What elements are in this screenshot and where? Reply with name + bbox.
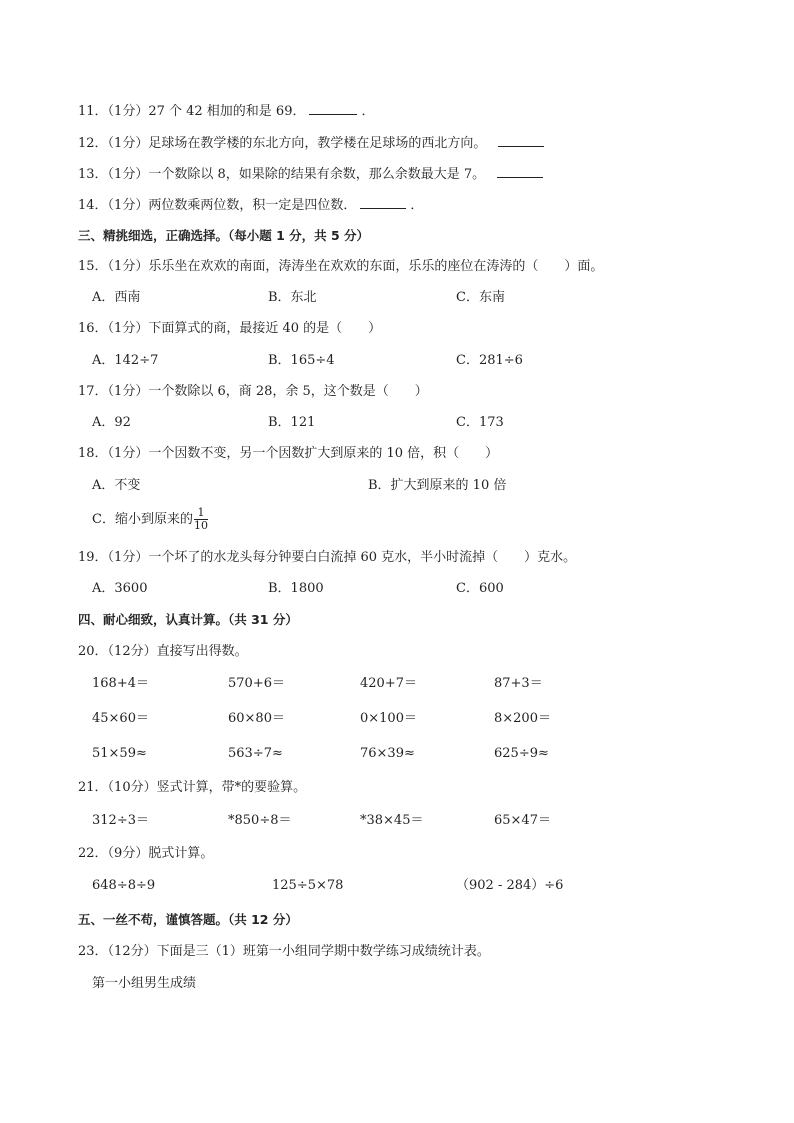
question-13 bbox=[78, 165, 547, 184]
calc-item: *850÷8＝ bbox=[228, 813, 292, 828]
fraction-denominator: 10 bbox=[193, 519, 208, 532]
option-b[interactable]: B．扩大到原来的 10 倍 bbox=[368, 478, 507, 493]
option-b[interactable]: B．1800 bbox=[268, 581, 324, 596]
section-5-title: 五、一丝不苟，谨慎答题。（共 12 分） bbox=[78, 912, 298, 927]
question-16-stem: 16．（1分）下面算式的商，最接近 40 的是（ ） bbox=[78, 321, 382, 336]
option-a[interactable]: A．西南 bbox=[92, 290, 141, 305]
question-13-text: 13．（1分）一个数除以 8，如果除的结果有余数，那么余数最大是 7。 bbox=[78, 167, 486, 182]
question-11-tail: ． bbox=[361, 104, 375, 119]
option-b[interactable]: B．165÷4 bbox=[268, 353, 335, 368]
fraction-numerator: 1 bbox=[194, 507, 208, 520]
table-caption: 第一小组男生成绩 bbox=[92, 976, 197, 991]
calc-item: 8×200＝ bbox=[494, 711, 551, 726]
calc-item: 563÷7≈ bbox=[228, 746, 283, 761]
calc-item: 420+7＝ bbox=[360, 676, 417, 691]
calc-item: 76×39≈ bbox=[360, 746, 415, 761]
question-18-stem: 18．（1分）一个因数不变，另一个因数扩大到原来的 10 倍，积（ ） bbox=[78, 446, 499, 461]
calc-item: 312÷3＝ bbox=[92, 813, 149, 828]
option-c[interactable]: C．600 bbox=[456, 581, 504, 596]
option-c[interactable] bbox=[92, 507, 208, 533]
question-12-text: 12．（1分）足球场在教学楼的东北方向，教学楼在足球场的西北方向。 bbox=[78, 136, 487, 151]
calc-item: 60×80＝ bbox=[228, 711, 285, 726]
answer-blank[interactable] bbox=[497, 165, 543, 178]
calc-item: 0×100＝ bbox=[360, 711, 417, 726]
question-11 bbox=[78, 102, 374, 121]
answer-blank[interactable] bbox=[498, 134, 544, 147]
answer-blank[interactable] bbox=[360, 196, 406, 209]
option-c[interactable]: C．东南 bbox=[456, 290, 505, 305]
question-12 bbox=[78, 134, 548, 153]
calc-item: 65×47＝ bbox=[494, 813, 551, 828]
question-17-stem: 17．（1分）一个数除以 6，商 28，余 5，这个数是（ ） bbox=[78, 384, 428, 399]
section-3-title: 三、精挑细选，正确选择。（每小题 1 分，共 5 分） bbox=[78, 228, 370, 243]
option-c-text: C．缩小到原来的 bbox=[92, 512, 193, 527]
question-19-stem: 19．（1分）一个坏了的水龙头每分钟要白白流掉 60 克水，半小时流掉（ ）克水。 bbox=[78, 550, 577, 565]
option-b[interactable]: B．121 bbox=[268, 415, 316, 430]
question-14-text: 14．（1分）两位数乘两位数，积一定是四位数． bbox=[78, 198, 357, 213]
calc-item: *38×45＝ bbox=[360, 813, 424, 828]
question-14 bbox=[78, 196, 423, 215]
option-c[interactable]: C．281÷6 bbox=[456, 353, 523, 368]
question-21-stem: 21．（10分）竖式计算，带*的要验算。 bbox=[78, 780, 307, 795]
calc-item: （902 - 284）÷6 bbox=[456, 878, 564, 893]
fraction bbox=[194, 507, 208, 532]
option-a[interactable]: A．不变 bbox=[92, 478, 141, 493]
calc-item: 45×60＝ bbox=[92, 711, 149, 726]
calc-item: 625÷9≈ bbox=[494, 746, 549, 761]
question-15-stem: 15．（1分）乐乐坐在欢欢的南面，涛涛坐在欢欢的东面，乐乐的座位在涛涛的（ ）面。 bbox=[78, 259, 604, 274]
option-a[interactable]: A．3600 bbox=[92, 581, 148, 596]
section-4-title: 四、耐心细致，认真计算。（共 31 分） bbox=[78, 612, 298, 627]
option-a[interactable]: A．92 bbox=[92, 415, 131, 430]
calc-item: 125÷5×78 bbox=[272, 878, 344, 893]
option-c[interactable]: C．173 bbox=[456, 415, 504, 430]
question-11-text: 11．（1分）27 个 42 相加的和是 69． bbox=[78, 104, 306, 119]
question-14-tail: ． bbox=[410, 198, 424, 213]
calc-item: 51×59≈ bbox=[92, 746, 147, 761]
option-b[interactable]: B．东北 bbox=[268, 290, 317, 305]
option-a[interactable]: A．142÷7 bbox=[92, 353, 159, 368]
question-20-stem: 20．（12分）直接写出得数。 bbox=[78, 644, 248, 659]
calc-item: 168+4＝ bbox=[92, 676, 149, 691]
calc-item: 648÷8÷9 bbox=[92, 878, 156, 893]
answer-blank[interactable] bbox=[309, 102, 357, 115]
question-23-stem: 23．（12分）下面是三（1）班第一小组同学期中数学练习成绩统计表。 bbox=[78, 944, 490, 959]
question-22-stem: 22．（9分）脱式计算。 bbox=[78, 846, 214, 861]
calc-item: 87+3＝ bbox=[494, 676, 543, 691]
calc-item: 570+6＝ bbox=[228, 676, 285, 691]
